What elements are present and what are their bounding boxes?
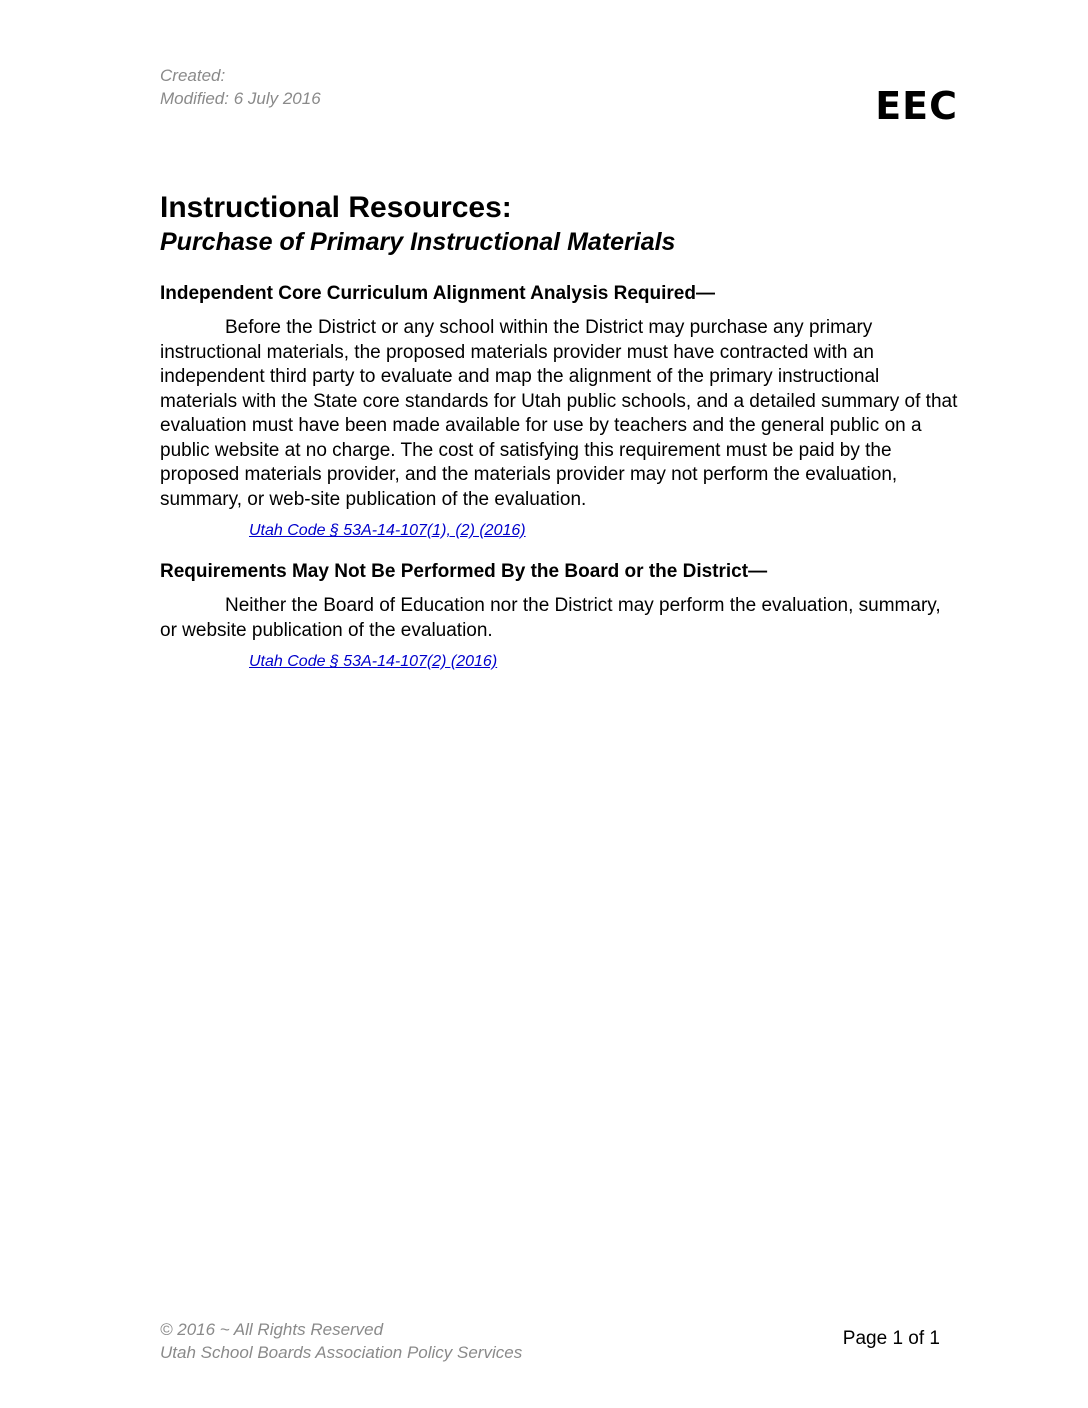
copyright-text: © 2016 ~ All Rights Reserved	[160, 1320, 384, 1339]
title-block	[160, 190, 960, 258]
publisher-text: Utah School Boards Association Policy Services	[160, 1343, 523, 1362]
policy-code: EEC	[875, 84, 958, 128]
document-meta	[160, 64, 321, 110]
section-alignment-analysis	[160, 282, 958, 542]
page-subtitle: Purchase of Primary Instructional Materials	[160, 228, 676, 256]
footer-copyright-block	[160, 1318, 522, 1364]
policy-content	[160, 282, 958, 691]
section-body: Neither the Board of Education nor the District may perform the evaluation, summary, or website publication of the evaluation.	[160, 595, 941, 641]
modified-date: Modified: 6 July 2016	[160, 89, 321, 108]
citation-link[interactable]: Utah Code § 53A-14-107(1), (2) (2016)	[249, 522, 526, 539]
created-label: Created:	[160, 66, 226, 85]
section-heading: Requirements May Not Be Performed By the Board or the District—	[160, 561, 768, 582]
section-board-restriction	[160, 560, 958, 673]
page-title: Instructional Resources:	[160, 191, 512, 224]
page-number: Page 1 of 1	[842, 1328, 940, 1349]
citation-link[interactable]: Utah Code § 53A-14-107(2) (2016)	[249, 653, 498, 670]
section-heading: Independent Core Curriculum Alignment Analysis Required—	[160, 283, 715, 304]
section-body: Before the District or any school within the District may purchase any primary instructional materials, the proposed materials provider must have contracted with an independent third party to evaluate and map the alignment of the primary instructional materials with the State core standards for Utah public schools, and a detailed summary of that evaluation must have been made available for use by teachers and the general public on a public website at no charge. The cost of satisfying this requirement must be paid by the proposed materials provider, and the materials provider may not perform the evaluation, summary, or web-site publication of the evaluation.	[160, 317, 958, 510]
